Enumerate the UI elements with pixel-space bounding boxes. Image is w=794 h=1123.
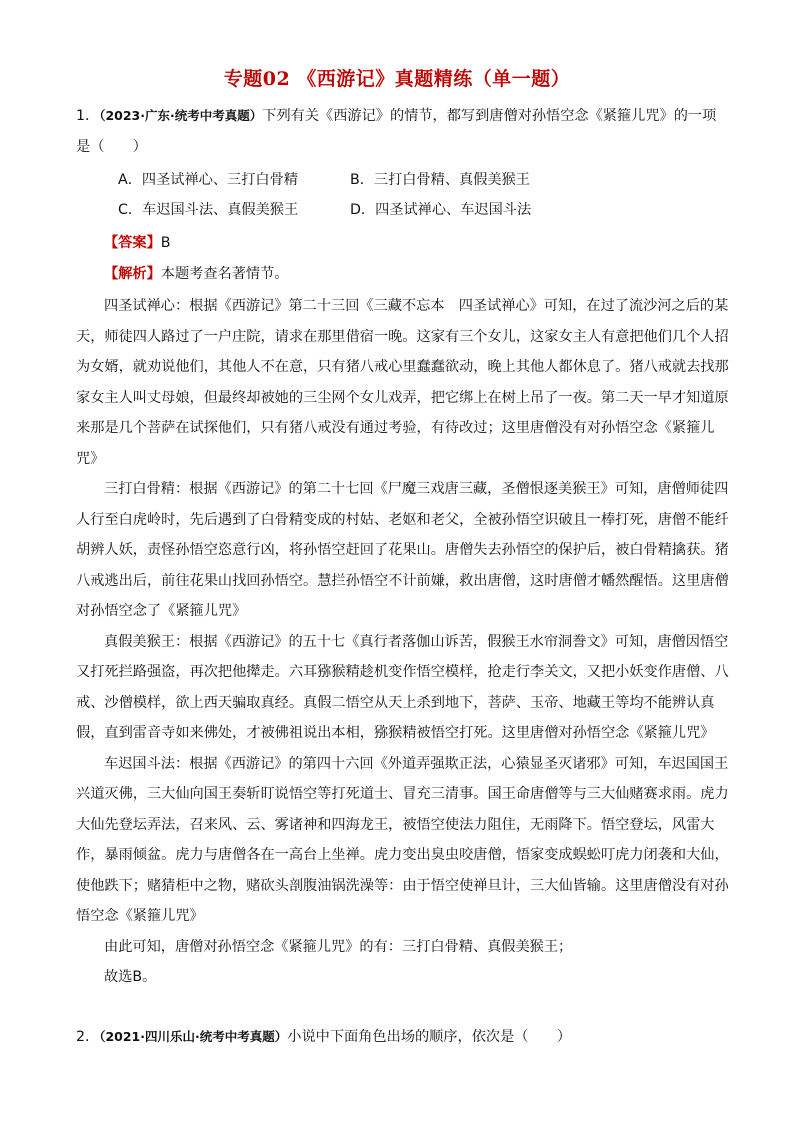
analysis-tag: 【解析】: [104, 266, 161, 282]
option-d: D．四圣试禅心、车迟国斗法: [350, 202, 532, 218]
analysis-paragraph-sandabaigujing: 三打白骨精：根据《西游记》的第二十七回《尸魔三戏唐三藏，圣僧恨逐美猴王》可知，唐僧师徒四人行至白虎岭时，先后遇到了白骨精变成的村姑、老妪和老父，全被孙悟空识破且一棒打死，唐僧不能纤胡辨人妖，责怪孙悟空恣意行凶，将孙悟空赶回了花果山。唐僧失去孙悟空的保护后，被白骨精擒获。猪八戒逃出后，前往花果山找回孙悟空。慧拦孙悟空不计前嫌，救出唐僧，这时唐僧才幡然醒悟。这里唐僧对孙悟空念了《紧箍儿咒》: [76, 481, 729, 619]
analysis-body: [76, 291, 730, 993]
page-title: 专题02 《西游记》真题精练（单一题）: [223, 68, 571, 90]
analysis-paragraph-zhenjiameihouwang: 真假美猴王：根据《西游记》的五十七《真行者落伽山诉苦，假猴王水帘洞誊文》可知，唐僧因悟空又打死拦路强盗，再次把他撵走。六耳猕猴精趁机变作悟空模样，抢走行李关文，又把小妖变作唐僧、八戒、沙僧模样，欲上西天骗取真经。真假二悟空从天上杀到地下，菩萨、玉帝、地藏王等均不能辨认真假，直到雷音寺如来佛处，才被佛祖说出本相，猕猴精被悟空打死。这里唐僧对孙悟空念《紧箍儿咒》: [76, 633, 729, 741]
answer-tag: 【答案】: [104, 235, 161, 251]
question-1: [76, 101, 730, 162]
question-stem: 小说中下面角色出场的顺序，依次是（ ）: [287, 1029, 572, 1045]
question-source: （2023·广东·统考中考真题）: [99, 108, 263, 123]
option-b: B．三打白骨精、真假美猴王: [350, 172, 530, 188]
analysis-conclusion: 由此可知，唐僧对孙悟空念《紧箍儿咒》的有：三打白骨精、真假美猴王；: [104, 938, 573, 955]
question-2: [76, 1022, 730, 1053]
question-1-options: [118, 165, 531, 225]
analysis-choice: 故选B。: [104, 969, 157, 985]
analysis-line: [104, 259, 730, 290]
question-number: 2．: [76, 1029, 100, 1045]
analysis-paragraph-chechiguo: 车迟国斗法：根据《西游记》的第四十六回《外道弄强欺正法，心猿显圣灭诸邪》可知，车迟国国王兴道灭佛，三大仙向国王奏斩盯说悟空等打死道士、冒充三清事。国王命唐僧等与三大仙赌赛求雨。虎力大仙先登坛弄法，召来风、云、雾诸神和四海龙王，被悟空使法力阻住，无雨降下。悟空登坛，风雷大作，暴雨倾盆。虎力与唐僧各在一高台上坐禅。虎力变出臭虫咬唐僧，悟家变成蜈蚣叮虎力闭袭和大仙，使他跌下；赌猜柜中之物，赌砍头剖腹油锅洗澡等：由于悟空使禅旦计，三大仙皆输。这里唐僧没有对孙悟空念《紧箍儿咒》: [76, 755, 729, 924]
question-source: （2021·四川乐山·统考中考真题）: [99, 1029, 288, 1044]
question-number: 1．: [76, 108, 100, 124]
option-c: C．车迟国斗法、真假美猴王: [118, 202, 299, 218]
answer-line: [104, 228, 730, 259]
analysis-paragraph-sishengshi: 四圣试禅心：根据《西游记》第二十三回《三藏不忘本 四圣试禅心》可知，在过了流沙河之后的某天，师徒四人路过了一户庄院，请求在那里借宿一晚。这家有三个女儿，这家女主人有意把他们几个人招为女婿，就劝说他们，其他人不在意，只有猪八戒心里蠢蠢欲动，晚上其他人都休息了。猪八戒就去找那家女主人叫丈母娘，但最终却被她的三尘网个女儿戏弄，把它绑上在树上吊了一夜。第二天一早才知道原来那是几个菩萨在试探他们，只有猪八戒没有通过考验，有待改过；这里唐僧没有对孙悟空念《紧箍儿咒》: [76, 298, 729, 467]
analysis-intro: 本题考查名著情节。: [160, 266, 289, 282]
answer-value: B: [160, 235, 171, 251]
option-a: A．四圣试禅心、三打白骨精: [118, 172, 298, 188]
question-stem: 下列有关《西游记》的情节，都写到唐僧对孙悟空念《紧箍儿咒》的一项是（ ）: [76, 108, 717, 155]
